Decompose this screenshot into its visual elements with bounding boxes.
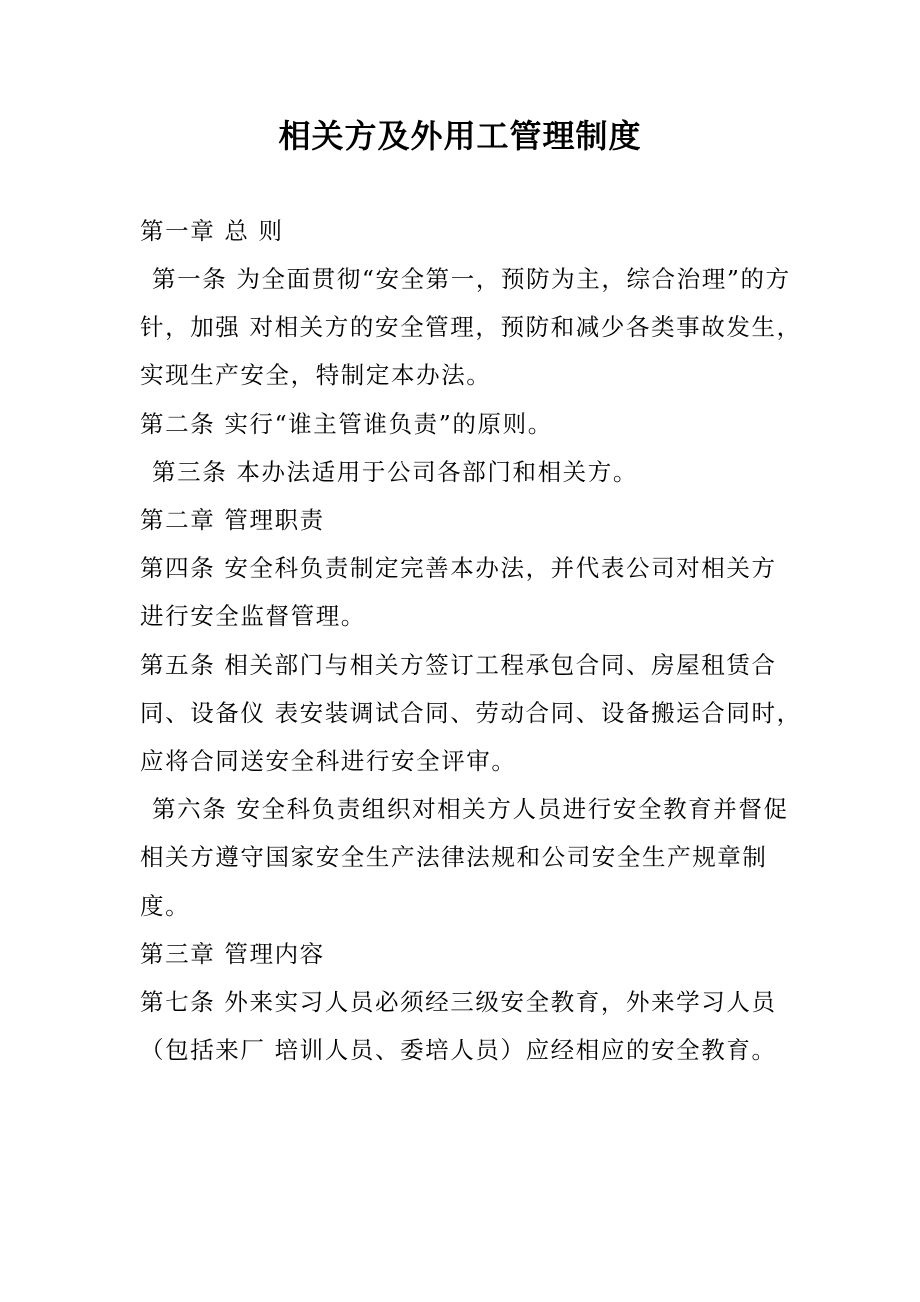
- article-5-line-2: 同、设备仪 表安装调试合同、劳动合同、设备搬运合同时，: [140, 699, 802, 727]
- article-2-line-1: 第二条 实行“谁主管谁负责”的原则。: [140, 410, 553, 438]
- chapter-3-heading: 第三章 管理内容: [140, 940, 325, 968]
- article-7-line-1: 第七条 外来实习人员必须经三级安全教育，外来学习人员: [140, 988, 777, 1016]
- article-6-line-3: 度。: [140, 892, 191, 920]
- article-3-line-1: 第三条 本办法适用于公司各部门和相关方。: [152, 458, 638, 486]
- article-4-line-2: 进行安全监督管理。: [140, 602, 366, 630]
- article-5-line-3: 应将合同送安全科进行安全评审。: [140, 747, 517, 775]
- article-7-line-2: （包括来厂 培训人员、委培人员）应经相应的安全教育。: [140, 1036, 777, 1064]
- article-5-line-1: 第五条 相关部门与相关方签订工程承包合同、房屋租赁合: [140, 651, 777, 679]
- article-6-line-2: 相关方遵守国家安全生产法律法规和公司安全生产规章制: [140, 843, 768, 871]
- article-4-line-1: 第四条 安全科负责制定完善本办法，并代表公司对相关方: [140, 554, 777, 582]
- chapter-2-heading: 第二章 管理职责: [140, 506, 325, 534]
- chapter-1-heading: 第一章 总 则: [140, 217, 284, 245]
- document-title: 相关方及外用工管理制度: [278, 117, 642, 155]
- article-6-line-1: 第六条 安全科负责组织对相关方人员进行安全教育并督促: [152, 795, 789, 823]
- article-1-line-2: 针，加强 对相关方的安全管理，预防和减少各类事故发生，: [140, 313, 802, 341]
- article-1-line-3: 实现生产安全，特制定本办法。: [140, 361, 492, 389]
- article-1-line-1: 第一条 为全面贯彻“安全第一，预防为主，综合治理”的方: [152, 265, 791, 293]
